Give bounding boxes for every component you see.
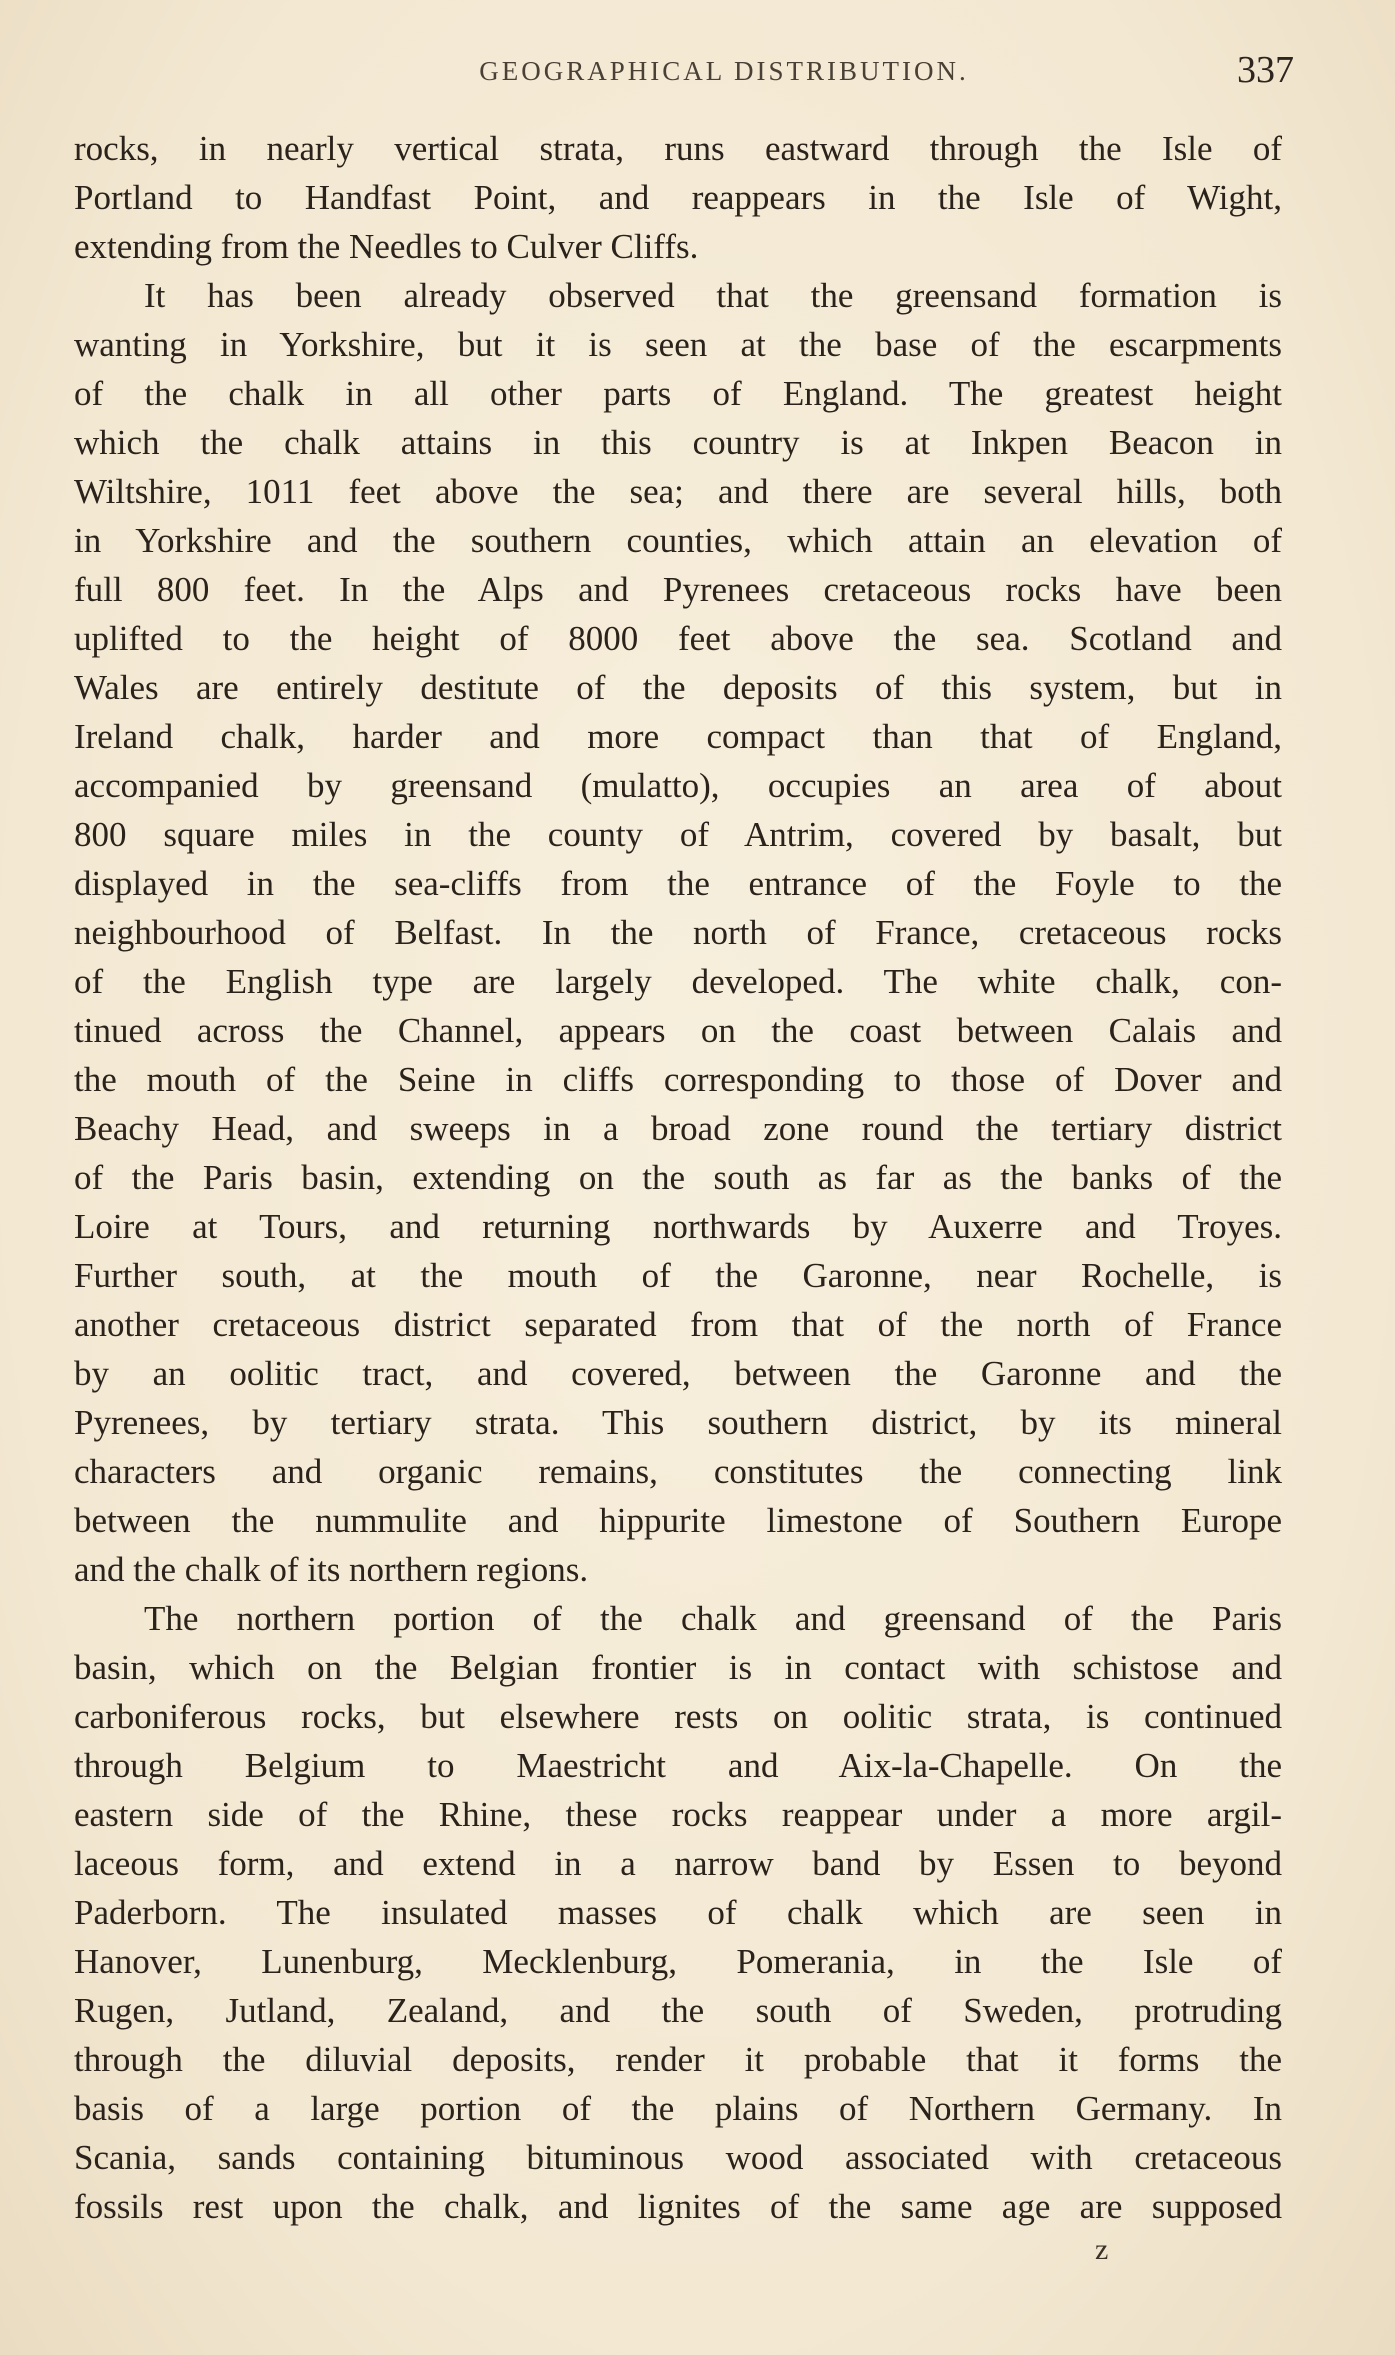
text-line: The northern portion of the chalk and greensand of the Paris xyxy=(144,1599,1282,1638)
text-line: through the diluvial deposits, render it probable that it forms the xyxy=(74,2040,1282,2079)
text-line: uplifted to the height of 8000 feet above the sea. Scotland and xyxy=(74,619,1282,658)
text-line: in Yorkshire and the southern counties, which attain an elevation of xyxy=(74,521,1282,560)
text-line: by an oolitic tract, and covered, between the Garonne and the xyxy=(74,1354,1282,1393)
text-line: Loire at Tours, and returning northwards by Auxerre and Troyes. xyxy=(74,1207,1282,1246)
text-line: laceous form, and extend in a narrow band by Essen to beyond xyxy=(74,1844,1282,1883)
text-line: which the chalk attains in this country is at Inkpen Beacon in xyxy=(74,423,1282,462)
text-line: the mouth of the Seine in cliffs corresponding to those of Dover and xyxy=(74,1060,1282,1099)
text-line: basin, which on the Belgian frontier is in contact with schistose and xyxy=(74,1648,1282,1687)
text-line: wanting in Yorkshire, but it is seen at the base of the escarpments xyxy=(74,325,1282,364)
text-line: basis of a large portion of the plains of Northern Germany. In xyxy=(74,2089,1282,2128)
text-line: accompanied by greensand (mulatto), occupies an area of about xyxy=(74,766,1282,805)
page-number: 337 xyxy=(1237,49,1294,91)
text-line: Hanover, Lunenburg, Mecklenburg, Pomerania, in the Isle of xyxy=(74,1942,1282,1981)
text-line: Further south, at the mouth of the Garonne, near Rochelle, is xyxy=(74,1256,1282,1295)
running-head xyxy=(74,48,1294,92)
text-line: rocks, in nearly vertical strata, runs eastward through the Isle of xyxy=(74,129,1282,168)
text-line: carboniferous rocks, but elsewhere rests on oolitic strata, is continued xyxy=(74,1697,1282,1736)
text-line: It has been already observed that the greensand formation is xyxy=(144,276,1282,315)
text-line: 800 square miles in the county of Antrim, covered by basalt, but xyxy=(74,815,1282,854)
text-line: tinued across the Channel, appears on the coast between Calais and xyxy=(74,1011,1282,1050)
text-line: and the chalk of its northern regions. xyxy=(74,1550,589,1589)
text-line: fossils rest upon the chalk, and lignites of the same age are supposed xyxy=(74,2187,1282,2226)
running-title: GEOGRAPHICAL DISTRIBUTION. xyxy=(479,56,969,86)
text-line: neighbourhood of Belfast. In the north of France, cretaceous rocks xyxy=(74,913,1282,952)
text-line: another cretaceous district separated from that of the north of France xyxy=(74,1305,1282,1344)
body-text xyxy=(74,124,1282,2231)
signature-mark: z xyxy=(1095,2233,1109,2266)
text-line: of the chalk in all other parts of England. The greatest height xyxy=(74,374,1282,413)
text-line: full 800 feet. In the Alps and Pyrenees cretaceous rocks have been xyxy=(74,570,1282,609)
text-line: Beachy Head, and sweeps in a broad zone round the tertiary district xyxy=(74,1109,1282,1148)
text-line: through Belgium to Maestricht and Aix-la-Chapelle. On the xyxy=(74,1746,1282,1785)
text-line: Ireland chalk, harder and more compact than that of England, xyxy=(74,717,1282,756)
text-line: Scania, sands containing bituminous wood associated with cretaceous xyxy=(74,2138,1282,2177)
text-line: of the English type are largely developed. The white chalk, con- xyxy=(74,962,1282,1001)
text-line: Paderborn. The insulated masses of chalk which are seen in xyxy=(74,1893,1282,1932)
text-line: extending from the Needles to Culver Cliffs. xyxy=(74,227,699,266)
text-line: Rugen, Jutland, Zealand, and the south of Sweden, protruding xyxy=(74,1991,1282,2030)
text-line: of the Paris basin, extending on the south as far as the banks of the xyxy=(74,1158,1282,1197)
text-line: characters and organic remains, constitutes the connecting link xyxy=(74,1452,1282,1491)
text-line: Wiltshire, 1011 feet above the sea; and there are several hills, both xyxy=(74,472,1282,511)
text-line: between the nummulite and hippurite limestone of Southern Europe xyxy=(74,1501,1282,1540)
text-line: Portland to Handfast Point, and reappears in the Isle of Wight, xyxy=(74,178,1282,217)
text-line: Wales are entirely destitute of the deposits of this system, but in xyxy=(74,668,1282,707)
text-line: eastern side of the Rhine, these rocks reappear under a more argil- xyxy=(74,1795,1282,1834)
text-line: Pyrenees, by tertiary strata. This southern district, by its mineral xyxy=(74,1403,1282,1442)
text-line: displayed in the sea-cliffs from the entrance of the Foyle to the xyxy=(74,864,1282,903)
